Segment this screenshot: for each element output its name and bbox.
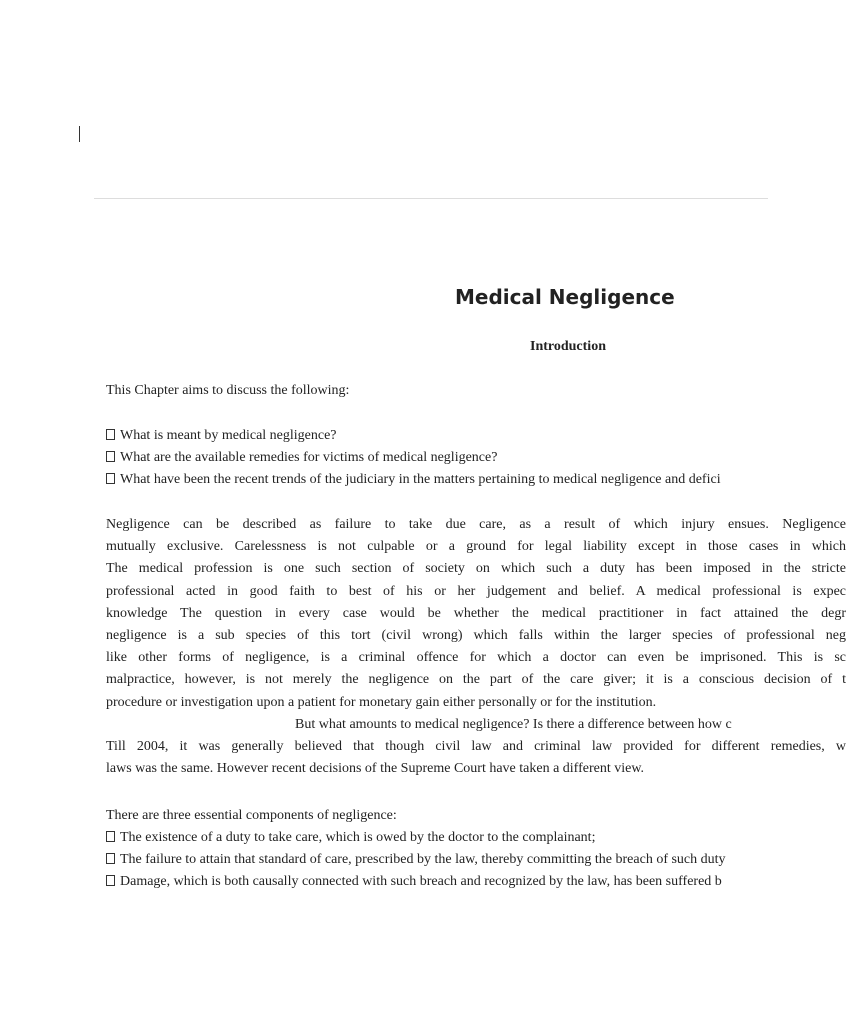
paragraph-line: knowledge The question in every case would be whether the medical practitioner in fact attained the degr xyxy=(106,605,846,621)
paragraph-line: laws was the same. However recent decisions of the Supreme Court have taken a different view. xyxy=(106,761,645,777)
aim-item xyxy=(106,447,497,469)
intro-line: This Chapter aims to discuss the following: xyxy=(106,383,350,398)
paragraph-line: malpractice, however, is not merely the negligence on the part of the care giver; it is a conscious decision of t xyxy=(106,672,846,688)
paragraph-line: negligence is a sub species of this tort (civil wrong) which falls within the larger species of professional neg xyxy=(106,627,846,643)
component-item-text: The existence of a duty to take care, which is owed by the doctor to the complainant; xyxy=(120,830,596,845)
paragraph-line: like other forms of negligence, is a criminal offence for which a doctor can even be imprisoned. This is sc xyxy=(106,650,846,666)
aim-item xyxy=(106,425,337,447)
paragraph-line: Till 2004, it was generally believed that though civil law and criminal law provided for different remedies, w xyxy=(106,739,846,754)
text-cursor xyxy=(79,126,80,142)
section-heading: Introduction xyxy=(530,339,606,354)
paragraph-line: mutually exclusive. Carelessness is not culpable or a ground for legal liability except in those cases in which xyxy=(106,539,846,555)
paragraph-negligence-definition xyxy=(106,514,846,714)
paragraph-line: Negligence can be described as failure to take due care, as a result of which injury ensues. Negligence xyxy=(106,517,846,532)
component-item xyxy=(106,827,595,849)
components-intro: There are three essential components of negligence: xyxy=(106,808,397,823)
component-item-text: The failure to attain that standard of care, prescribed by the law, thereby committing the breach of such duty xyxy=(120,852,726,867)
paragraph-line: procedure or investigation upon a patient for monetary gain either personally or for the institution. xyxy=(106,694,657,710)
aim-item xyxy=(106,469,721,491)
paragraph-line: The medical profession is one such section of society on which such a duty has been imposed in the stricte xyxy=(106,561,846,577)
component-item xyxy=(106,871,722,893)
aim-item-text: What are the available remedies for victims of medical negligence? xyxy=(120,450,498,465)
bullet-box-icon xyxy=(106,451,115,462)
bullet-box-icon xyxy=(106,875,115,886)
bullet-box-icon xyxy=(106,429,115,440)
paragraph-civil-criminal xyxy=(106,736,846,780)
aim-item-text: What have been the recent trends of the judiciary in the matters pertaining to medical negligence and defici xyxy=(120,472,721,487)
paragraph-question-line: But what amounts to medical negligence? Is there a difference between how c xyxy=(295,717,732,732)
bullet-box-icon xyxy=(106,473,115,484)
bullet-box-icon xyxy=(106,831,115,842)
aim-item-text: What is meant by medical negligence? xyxy=(120,428,337,443)
paragraph-line: professional acted in good faith to best of his or her judgement and belief. A medical professional is expec xyxy=(106,583,846,599)
header-divider xyxy=(94,198,768,199)
component-item-text: Damage, which is both causally connected with such breach and recognized by the law, has been suffered b xyxy=(120,874,722,889)
page-title: Medical Negligence xyxy=(455,285,675,309)
component-item xyxy=(106,849,726,871)
bullet-box-icon xyxy=(106,853,115,864)
